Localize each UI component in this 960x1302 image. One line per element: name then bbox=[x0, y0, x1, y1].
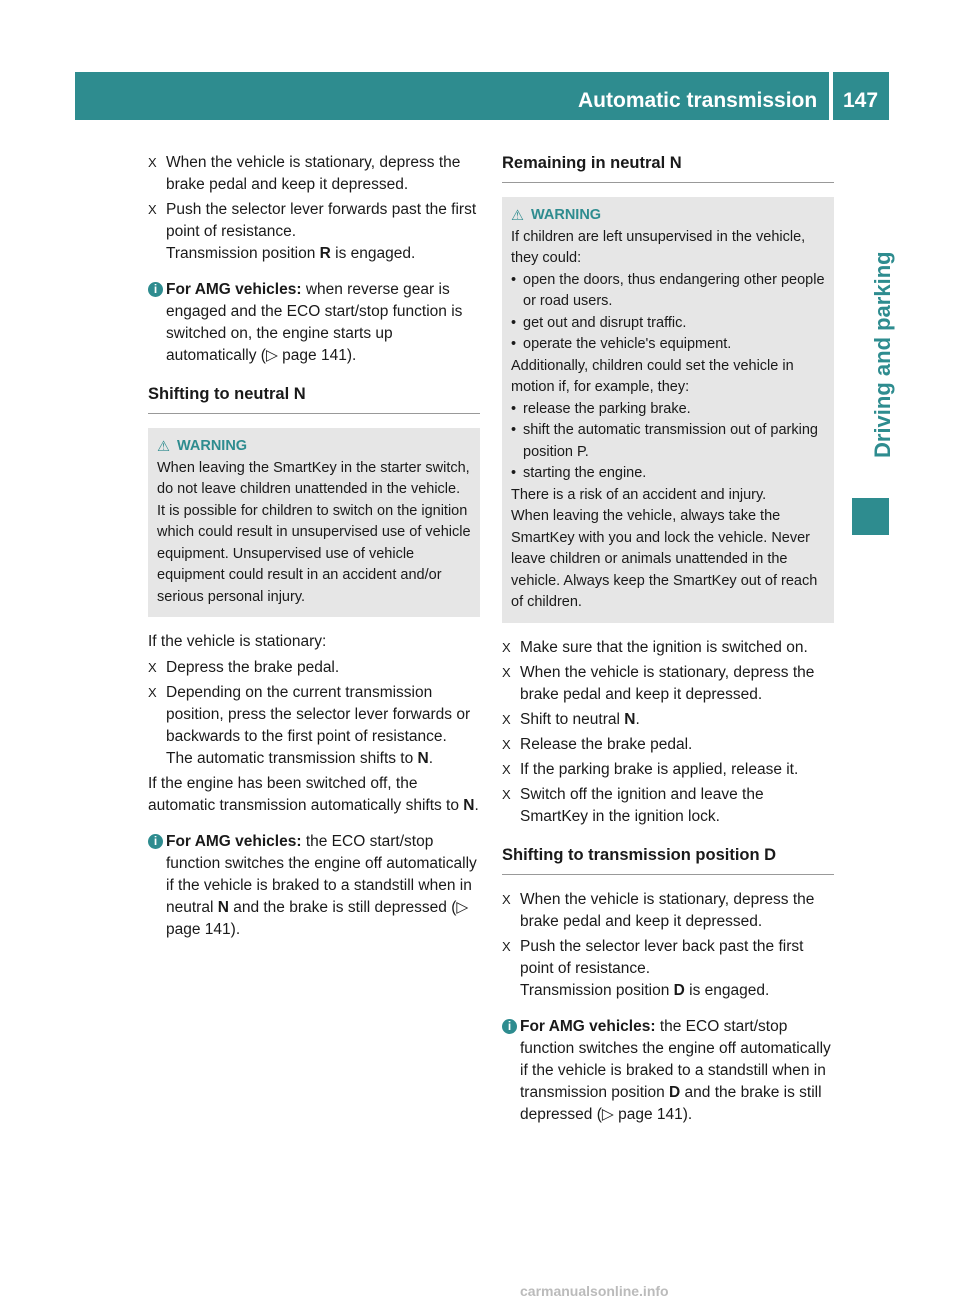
right-column bbox=[502, 152, 834, 1126]
step-arrow-icon: X bbox=[502, 891, 511, 907]
info-icon: i bbox=[148, 282, 163, 297]
warning-triangle-icon: ⚠ bbox=[511, 208, 524, 224]
step-arrow-icon: X bbox=[502, 639, 511, 655]
page-number: 147 bbox=[843, 89, 879, 112]
step-item: X Switch off the ignition and leave the SmartKey in the ignition lock. bbox=[502, 785, 764, 825]
warning-triangle-icon: ⚠ bbox=[157, 439, 170, 455]
bullet-item: • shift the automatic transmission out of parking position P. bbox=[511, 422, 818, 460]
warning-text: When leaving the SmartKey in the starter switch, do not leave children unattended in the vehicle. It is possible for children to switch on the ignition which could result in unsupervised use of vehicle equipment. Unsupervised use of vehicle equipment could result in an accident and/or serious personal injury. bbox=[157, 459, 471, 605]
left-column bbox=[148, 152, 480, 941]
step-arrow-icon: X bbox=[502, 786, 511, 802]
bullet-item: • starting the engine. bbox=[511, 465, 647, 481]
paragraph: If the vehicle is stationary: bbox=[148, 633, 327, 650]
page-title: Automatic transmission bbox=[578, 89, 818, 112]
paragraph: If the engine has been switched off, the automatic transmission automatically shifts to N. bbox=[148, 775, 479, 814]
bullet-item: • release the parking brake. bbox=[511, 400, 691, 417]
step-arrow-icon: X bbox=[502, 761, 511, 777]
step-item: X Release the brake pedal. bbox=[502, 734, 834, 756]
info-note: i For AMG vehicles: the ECO start/stop function switches the engine off automatically if the vehicle is braked to a standstill when in transmission position D and the brake is still depressed (▷ page 141). bbox=[502, 1016, 834, 1126]
warning-box: ⚠ WARNING If children are left unsupervised in the vehicle, they could: • open the doors, thus endangering other people or road users. • get out and disrupt traffic. • operate the vehicle's equipment. Additionally, children could set the vehicle in motion if, for example, they: • release the parking brake. • shift the automatic transmission out of parking position P. • starting the engine. There is a risk of an accident and injury. When leaving the vehicle, always take the SmartKey with you and lock the vehicle. Never leave children or animals unattended in the vehicle. Always keep the SmartKey out of reach of children. bbox=[502, 197, 834, 623]
section-heading: Remaining in neutral N bbox=[502, 152, 834, 183]
step-item: X When the vehicle is stationary, depress the brake pedal and keep it depressed. bbox=[502, 890, 815, 930]
step-arrow-icon: X bbox=[502, 736, 511, 752]
step-item: X When the vehicle is stationary, depress the brake pedal and keep it depressed. bbox=[502, 663, 815, 703]
step-item: X Shift to neutral N. bbox=[502, 709, 834, 731]
page-reference-link[interactable]: page 141 bbox=[282, 347, 347, 364]
header-divider bbox=[829, 72, 833, 120]
step-arrow-icon: X bbox=[502, 664, 511, 680]
bullet-item: • open the doors, thus endangering other people or road users. bbox=[511, 271, 825, 309]
warning-title: ⚠ WARNING bbox=[511, 205, 825, 227]
warning-box bbox=[148, 428, 480, 617]
side-tab-marker bbox=[852, 498, 889, 535]
step-arrow-icon: X bbox=[148, 202, 157, 217]
step-item: X If the parking brake is applied, release it. bbox=[502, 759, 834, 781]
section-heading: Shifting to neutral N bbox=[148, 383, 480, 414]
info-icon: i bbox=[148, 834, 163, 849]
step-item: X Depress the brake pedal. bbox=[148, 657, 480, 679]
step-arrow-icon: X bbox=[502, 711, 511, 727]
info-note: i For AMG vehicles: when reverse gear is engaged and the ECO start/stop function is switched on, the engine starts up automatically (▷ page 141). bbox=[148, 279, 480, 367]
info-icon: i bbox=[502, 1019, 517, 1034]
step-item: X Push the selector lever back past the first point of resistance. Transmission position D is engaged. bbox=[502, 937, 804, 999]
step-arrow-icon: X bbox=[148, 660, 157, 675]
step-item: X Depending on the current transmission position, press the selector lever forwards or backwards to the first point of resistance. The automatic transmission shifts to N. bbox=[148, 684, 471, 767]
page-reference-link[interactable]: page 141 bbox=[618, 1105, 683, 1123]
step-arrow-icon: X bbox=[148, 155, 157, 170]
watermark: carmanualsonline.info bbox=[520, 1283, 669, 1299]
step-arrow-icon: X bbox=[502, 938, 511, 954]
warning-title: ⚠ WARNING bbox=[157, 436, 471, 458]
step-arrow-icon: X bbox=[148, 685, 157, 700]
side-tab-label: Driving and parking bbox=[870, 251, 895, 458]
step-item: X When the vehicle is stationary, depress the brake pedal and keep it depressed. bbox=[148, 154, 461, 193]
info-note: i For AMG vehicles: the ECO start/stop function switches the engine off automatically if the vehicle is braked to a standstill when in neutral N and the brake is still depressed (▷ page 141). bbox=[148, 831, 480, 941]
step-item: X Push the selector lever forwards past the first point of resistance. Transmission position R is engaged. bbox=[148, 201, 477, 262]
section-heading: Shifting to transmission position D bbox=[502, 844, 834, 875]
step-item: X Make sure that the ignition is switched on. bbox=[502, 637, 834, 659]
bullet-item: • operate the vehicle's equipment. bbox=[511, 336, 732, 352]
page-reference-link[interactable]: page 141 bbox=[166, 921, 231, 938]
bullet-item: • get out and disrupt traffic. bbox=[511, 314, 687, 331]
